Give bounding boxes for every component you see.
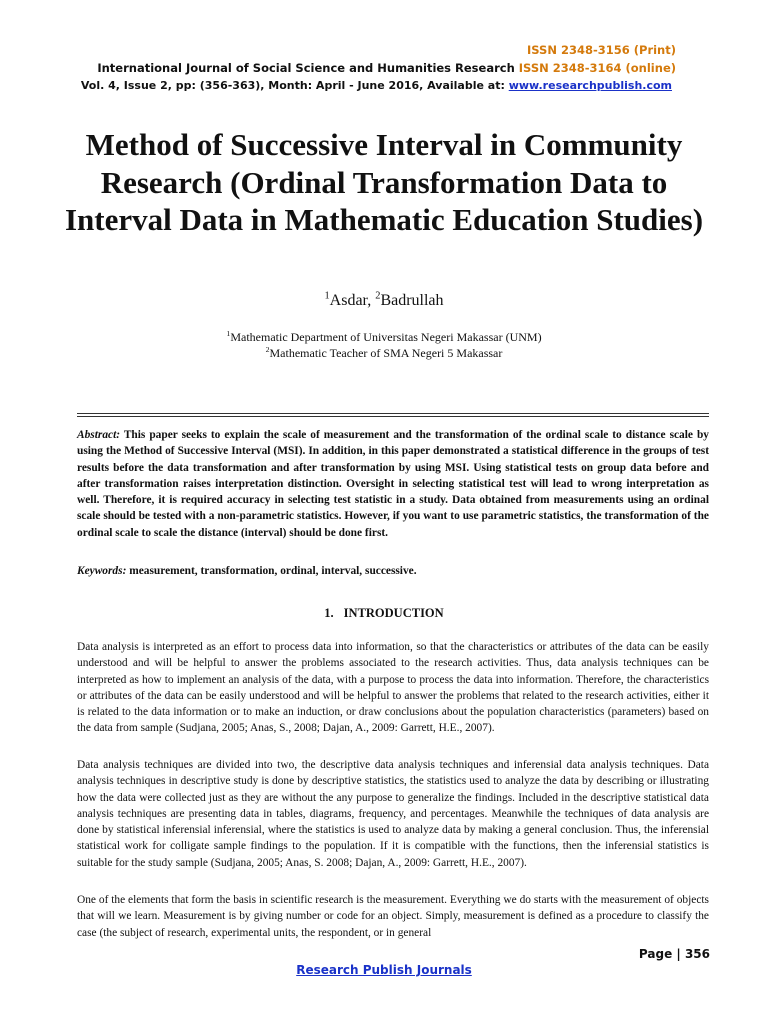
section-number: 1. <box>324 606 334 620</box>
website-link[interactable]: www.researchpublish.com <box>508 79 672 92</box>
volume-info: Vol. 4, Issue 2, pp: (356-363), Month: April - June 2016, Available at: <box>80 79 509 92</box>
divider-top <box>77 413 709 414</box>
issn-online: ISSN 2348-3164 (online) <box>518 61 676 75</box>
author1-superscript: 1 <box>324 290 330 302</box>
affiliation-1-text: Mathematic Department of Universitas Negeri Makassar (UNM) <box>230 330 542 344</box>
keywords-block <box>77 563 709 579</box>
body-paragraph-3: One of the elements that form the basis in scientific research is the measurement. Everything we do starts with the measurement of objects that will we learn. Measurement is by giving number or code for an object. Simply, measurement is defined as a procedure to classify the case (the subject of research, experimental units, the respondent, or in general <box>77 894 709 939</box>
divider-bottom <box>77 416 709 417</box>
paper-title: Method of Successive Interval in Community Research (Ordinal Transformation Data to Interval Data in Mathematic Education Studies) <box>64 127 704 237</box>
author-2: Badrullah <box>380 292 444 309</box>
page-number: Page | 356 <box>638 947 710 961</box>
affiliation2-superscript: 2 <box>265 345 270 354</box>
abstract-block <box>77 427 709 541</box>
journal-name: International Journal of Social Science and Humanities Research <box>97 61 515 75</box>
body-paragraph-2: Data analysis techniques are divided into two, the descriptive data analysis techniques and inferensial data analysis techniques. Data analysis techniques in descriptive study is done by descriptive statistics, the statistics used to analyze the data by describing or illustrating how the data were collected just as they are without the any purpose to generalize the findings. Included in the descriptive statistical data analysis techniques are presenting data in tables, diagrams, frequency, and percentages. Meanwhile the techniques of data analysis are done by statistical inferensial inferensial, where the statistics is used to analyze data by making a general conclusion. Thus, the inferensial statistical work for colligate sample findings to the population. If it is compatible with the functions, then the inferensial statistics is suitable for the study sample (Sudjana, 2005; Anas, S. 2008; Dajan, A., 2009: Garrett, H.E., 2007). <box>77 759 709 869</box>
author-1: Asdar, <box>329 292 376 309</box>
author2-superscript: 2 <box>375 290 381 302</box>
keywords-label: Keywords: <box>77 565 127 577</box>
affiliation1-superscript: 1 <box>226 329 231 338</box>
body-paragraph-1: Data analysis is interpreted as an effort to process data into information, so that the characteristics or attributes of the data can be easily understood and will be helpful to answer the problems associated to the research activities. Thus, data analysis techniques can be interpreted as how to implement an analysis of the data, with a purpose to process the data into information. Therefore, the characteristics or attributes of the data can be easily understood and will be helpful to answer the problems that related to the research activities, either it is related to the data information or to make an induction, or draw conclusions about the population characteristics (parameters) based on the data from sample (Sudjana, 2005; Anas, S., 2008; Dajan, A., 2009: Garrett, H.E., 2007). <box>77 641 709 735</box>
affiliation-2-text: Mathematic Teacher of SMA Negeri 5 Makassar <box>269 346 503 360</box>
publisher-link[interactable]: Research Publish Journals <box>296 963 472 977</box>
abstract-text: This paper seeks to explain the scale of measurement and the transformation of the ordinal scale to distance scale by using the Method of Successive Interval (MSI). In addition, in this paper demonstrated a statistical difference in the groups of test results before the data transformation and after transformation by using MSI. Using statistical tests on group data before and after transformation raises interpretation distinction. Oversight in selecting statistical test will lead to wrong interpretation as well. Therefore, it is required accuracy in selecting test statistic in a study. Data obtained from measurements using an ordinal scale should be tested with a non-parametric statistics. However, if you want to use parametric statistics, the transformation of the ordinal scale to scale the distance (interval) should be done first. <box>77 429 709 539</box>
section-title: INTRODUCTION <box>343 606 444 620</box>
affiliation-2 <box>0 346 768 361</box>
section-heading <box>0 606 768 621</box>
affiliation-1 <box>0 330 768 345</box>
volume-line <box>0 79 672 92</box>
keywords-text: measurement, transformation, ordinal, interval, successive. <box>126 565 417 577</box>
issn-print: ISSN 2348-3156 (Print) <box>527 43 676 57</box>
authors-line <box>0 292 768 310</box>
journal-header <box>0 61 676 75</box>
abstract-label: Abstract: <box>77 429 121 441</box>
